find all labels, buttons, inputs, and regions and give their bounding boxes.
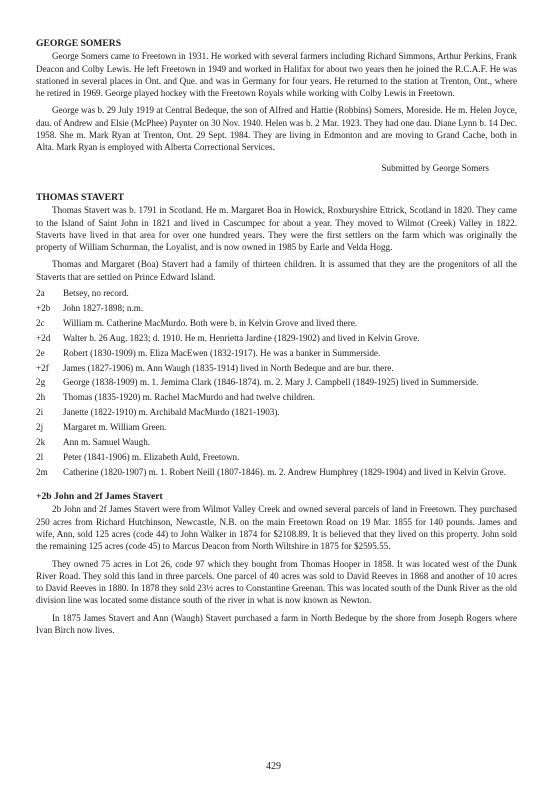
child-text: James (1827-1906) m. Ann Waugh (1835-1914) lived in North Bedeque and are bur. there. [63,362,394,373]
paragraph: George was b. 29 July 1919 at Central Bedeque, the son of Alfred and Hattie (Robbins) Somers, Moreside. He m. Helen Joyce, dau. of Andrew and Elsie (McPhee) Paynter on 30 Nov. 1940. Helen was b. 2 Mar. 1923. They had one dau. Diane Lynn b. 14 Dec. 1958. She m. Mark Ryan at Trenton, Ont. 29 Sept. 1984. They are living in Edmonton and are moving to Grand Cache, both in Alta. Mark Ryan is employed with Alberta Correctional Services. [36,105,517,153]
paragraph: George Somers came to Freetown in 1931. He worked with several farmers including Richard Simmons, Arthur Perkins, Frank Deacon and Colby Lewis. He left Freetown in 1949 and worked in Halifax for about two years then he joined the R.C.A.F. He was stationed in several places in Ont. and Que. and was in Germany for four years. He returned to the station at Trenton, Ont., where he retired in 1969. George played hockey with the Freetown Royals while working with Colby Lewis in Freetown. [36,51,517,99]
child-code: 2k [36,436,46,447]
list-item [36,421,517,433]
list-item [36,376,517,388]
paragraph: They owned 75 acres in Lot 26, code 97 which they bought from Thomas Hooper in 1858. It was located west of the Dunk River Road. They sold this land in three parcels. One parcel of 40 acres was sold to David Reeves in 1868 and another of 10 acres to David Reeves in 1880. In 1878 they sold 23½ acres to Constantine Greenan. This was located south of the Dunk River as the old division line was located some distance south of the river in what is now known as Newton. [36,558,517,606]
list-item [36,287,517,299]
list-item [36,436,517,448]
child-text: George (1838-1909) m. 1. Jemima Clark (1846-1874). m. 2. Mary J. Campbell (1849-1925) lived in Summerside. [63,377,479,388]
child-text: Peter (1841-1906) m. Elizabeth Auld, Freetown. [63,451,240,462]
paragraph: Thomas Stavert was b. 1791 in Scotland. He m. Margaret Boa in Howick, Roxburyshire Ettrick, Scotland in 1820. They came to the Island of Saint John in 1821 and lived in Cascumpec for about a year. They moved to Wilmot (Creek) Valley in 1822. Staverts have lived in that area for over one hundred years. They were the first settlers on the farm which was originally the property of William Schurman, the Loyalist, and is now owned in 1985 by Earle and Velda Hogg. [36,205,517,253]
child-text: Janette (1822-1910) m. Archibald MacMurdo (1821-1903). [63,407,280,418]
child-code: 2l [36,451,44,462]
child-text: Margaret m. William Green. [63,422,167,433]
section-heading-john-and-james-stavert: +2b John and 2f James Stavert [36,491,163,503]
child-code: +2d [36,332,51,343]
section-heading-thomas-stavert: THOMAS STAVERT [36,191,125,203]
child-code: 2m [36,466,48,477]
list-item [36,362,517,374]
paragraph: In 1875 James Stavert and Ann (Waugh) Stavert purchased a farm in North Bedeque by the shore from Joseph Rogers where Ivan Birch now lives. [36,612,517,635]
list-item [36,302,517,314]
paragraph: 2b John and 2f James Stavert were from Wilmot Valley Creek and owned several parcels of land in Freetown. They purchased 250 acres from Richard Hutchinson, Newcastle, N.B. on the main Freetown Road on 19 Mar. 1855 for 140 pounds. James and wife, Ann, sold 125 acres (code 44) to John Walker in 1874 for $2108.89. It is believed that they lived on this property. John sold the remaining 125 acres (code 45) to Marcus Deacon from North Wiltshire in 1875 for $2595.55. [36,504,517,552]
submitted-by-line: Submitted by George Somers [381,162,489,173]
child-code: 2c [36,317,45,328]
page-number: 429 [266,761,281,772]
list-item [36,332,517,344]
child-text: Robert (1830-1909) m. Eliza MacEwen (1832-1917). He was a banker in Summerside. [63,347,381,358]
child-text: Catherine (1820-1907) m. 1. Robert Neill (1807-1846). m. 2. Andrew Humphrey (1829-1904) and lived in Kelvin Grove. [63,466,506,477]
child-code: 2j [36,422,44,433]
paragraph: Thomas and Margaret (Boa) Stavert had a family of thirteen children. It is assumed that they are the progenitors of all the Staverts that are settled on Prince Edward Island. [36,259,517,282]
child-text: Ann m. Samuel Waugh. [63,436,151,447]
child-text: John 1827-1898; n.m. [63,302,144,313]
child-code: 2i [36,407,44,418]
list-item [36,466,517,478]
child-text: Thomas (1835-1920) m. Rachel MacMurdo and had twelve children. [63,392,315,403]
child-text: Walter b. 26 Aug. 1823; d. 1910. He m. Henrietta Jardine (1829-1902) and lived in Kelvin Grove. [63,332,420,343]
section-heading-george-somers: GEORGE SOMERS [36,38,122,49]
list-item [36,406,517,418]
child-code: 2h [36,392,46,403]
list-item [36,451,517,463]
child-code: +2f [36,362,49,373]
child-code: 2e [36,347,45,358]
child-text: Betsey, no record. [63,288,129,299]
child-text: William m. Catherine MacMurdo. Both were b. in Kelvin Grove and lived there. [63,317,358,328]
children-list [36,287,517,478]
list-item [36,391,517,403]
list-item [36,347,517,359]
child-code: 2g [36,377,46,388]
child-code: 2a [36,288,45,299]
list-item [36,317,517,329]
child-code: +2b [36,302,51,313]
